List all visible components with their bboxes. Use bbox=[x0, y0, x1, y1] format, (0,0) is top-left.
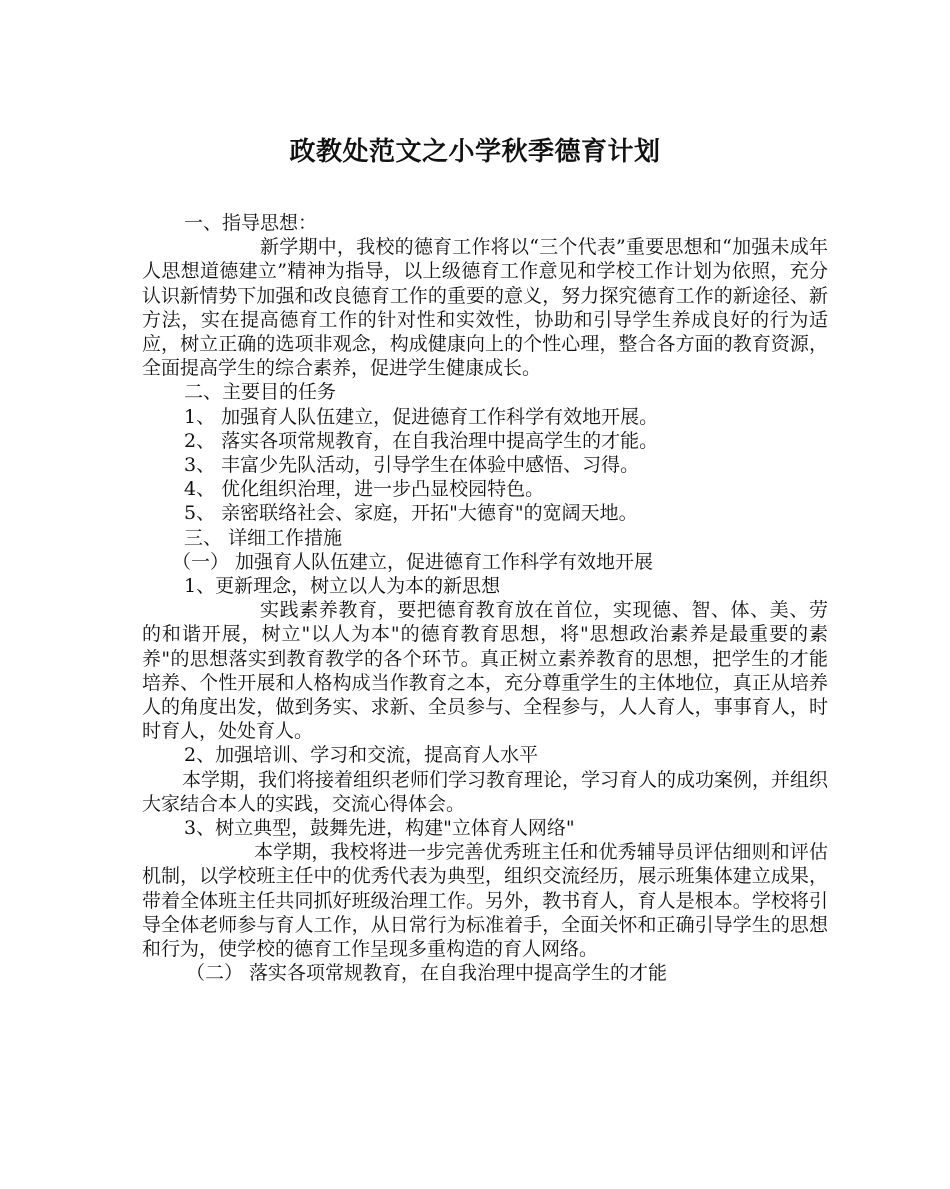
subsection-heading: （二） 落实各项常规教育，在自我治理中提高学生的才能 bbox=[186, 962, 668, 985]
body-paragraph: 实践素养教育，要把德育教育放在首位，实现德、智、体、美、劳的和谐开展，树立"以人为本"的德育教育思想，将"思想政治素养是最重要的素养"的思想落实到教育教学的各个环节。真正树立素养教育的思想，把学生的才能培养、个性开展和人格构成当作教育之本，充分尊重学生的主体地位，真正从培养人的角度出发，做到务实、求新、全员参与、全程参与，人人育人，事事育人，时时育人，处处育人。 bbox=[142, 599, 828, 743]
body-paragraph: 本学期，我校将进一步完善优秀班主任和优秀辅导员评估细则和评估机制，以学校班主任中的优秀代表为典型，组织交流经历，展示班集体建立成果，带着全体班主任共同抓好班级治理工作。另外，教书育人，育人是根本。学校将引导全体老师参与育人工作，从日常行为标准着手，全面关怀和正确引导学生的思想和行为，使学校的德育工作呈现多重构造的育人网络。 bbox=[142, 841, 828, 961]
section-heading: 一、指导思想： bbox=[184, 212, 318, 234]
document-title: 政教处范文之小学秋季德育计划 bbox=[289, 137, 661, 167]
item-heading: 3、树立典型，鼓舞先进，构建"立体育人网络" bbox=[184, 817, 575, 840]
document-body bbox=[142, 211, 828, 986]
list-item: 5、 亲密联络社会、家庭，开拓"大德育"的宽阔天地。 bbox=[184, 502, 638, 525]
list-item: 3、 丰富少先队活动，引导学生在体验中感悟、习得。 bbox=[184, 454, 640, 477]
body-paragraph: 新学期中，我校的德育工作将以“三个代表”重要思想和“加强未成年人思想道德建立”精神为指导，以上级德育工作意见和学校工作计划为依照，充分认识新情势下加强和改良德育工作的重要的意义，努力探究德育工作的新途径、新方法，实在提高德育工作的针对性和实效性，协助和引导学生养成良好的行为适应，树立正确的选项非观念，构成健康向上的个性心理，整合各方面的教育资源，全面提高学生的综合素养，促进学生健康成长。 bbox=[142, 236, 828, 380]
section-heading: 三、 详细工作措施 bbox=[184, 526, 343, 549]
subsection-heading: （一） 加强育人队伍建立，促进德育工作科学有效地开展 bbox=[172, 550, 654, 573]
list-item: 4、 优化组织治理，进一步凸显校园特色。 bbox=[184, 478, 545, 501]
section-heading: 二、主要目的任务 bbox=[184, 381, 337, 404]
list-item: 1、 加强育人队伍建立，促进德育工作科学有效地开展。 bbox=[184, 405, 659, 428]
item-heading: 2、加强培训、学习和交流，提高育人水平 bbox=[184, 744, 539, 767]
item-heading: 1、更新理念，树立以人为本的新思想 bbox=[184, 575, 501, 598]
list-item: 2、 落实各项常规教育，在自我治理中提高学生的才能。 bbox=[184, 429, 659, 452]
body-paragraph: 本学期，我们将接着组织老师们学习教育理论，学习育人的成功案例，并组织大家结合本人的实践，交流心得体会。 bbox=[142, 768, 829, 815]
